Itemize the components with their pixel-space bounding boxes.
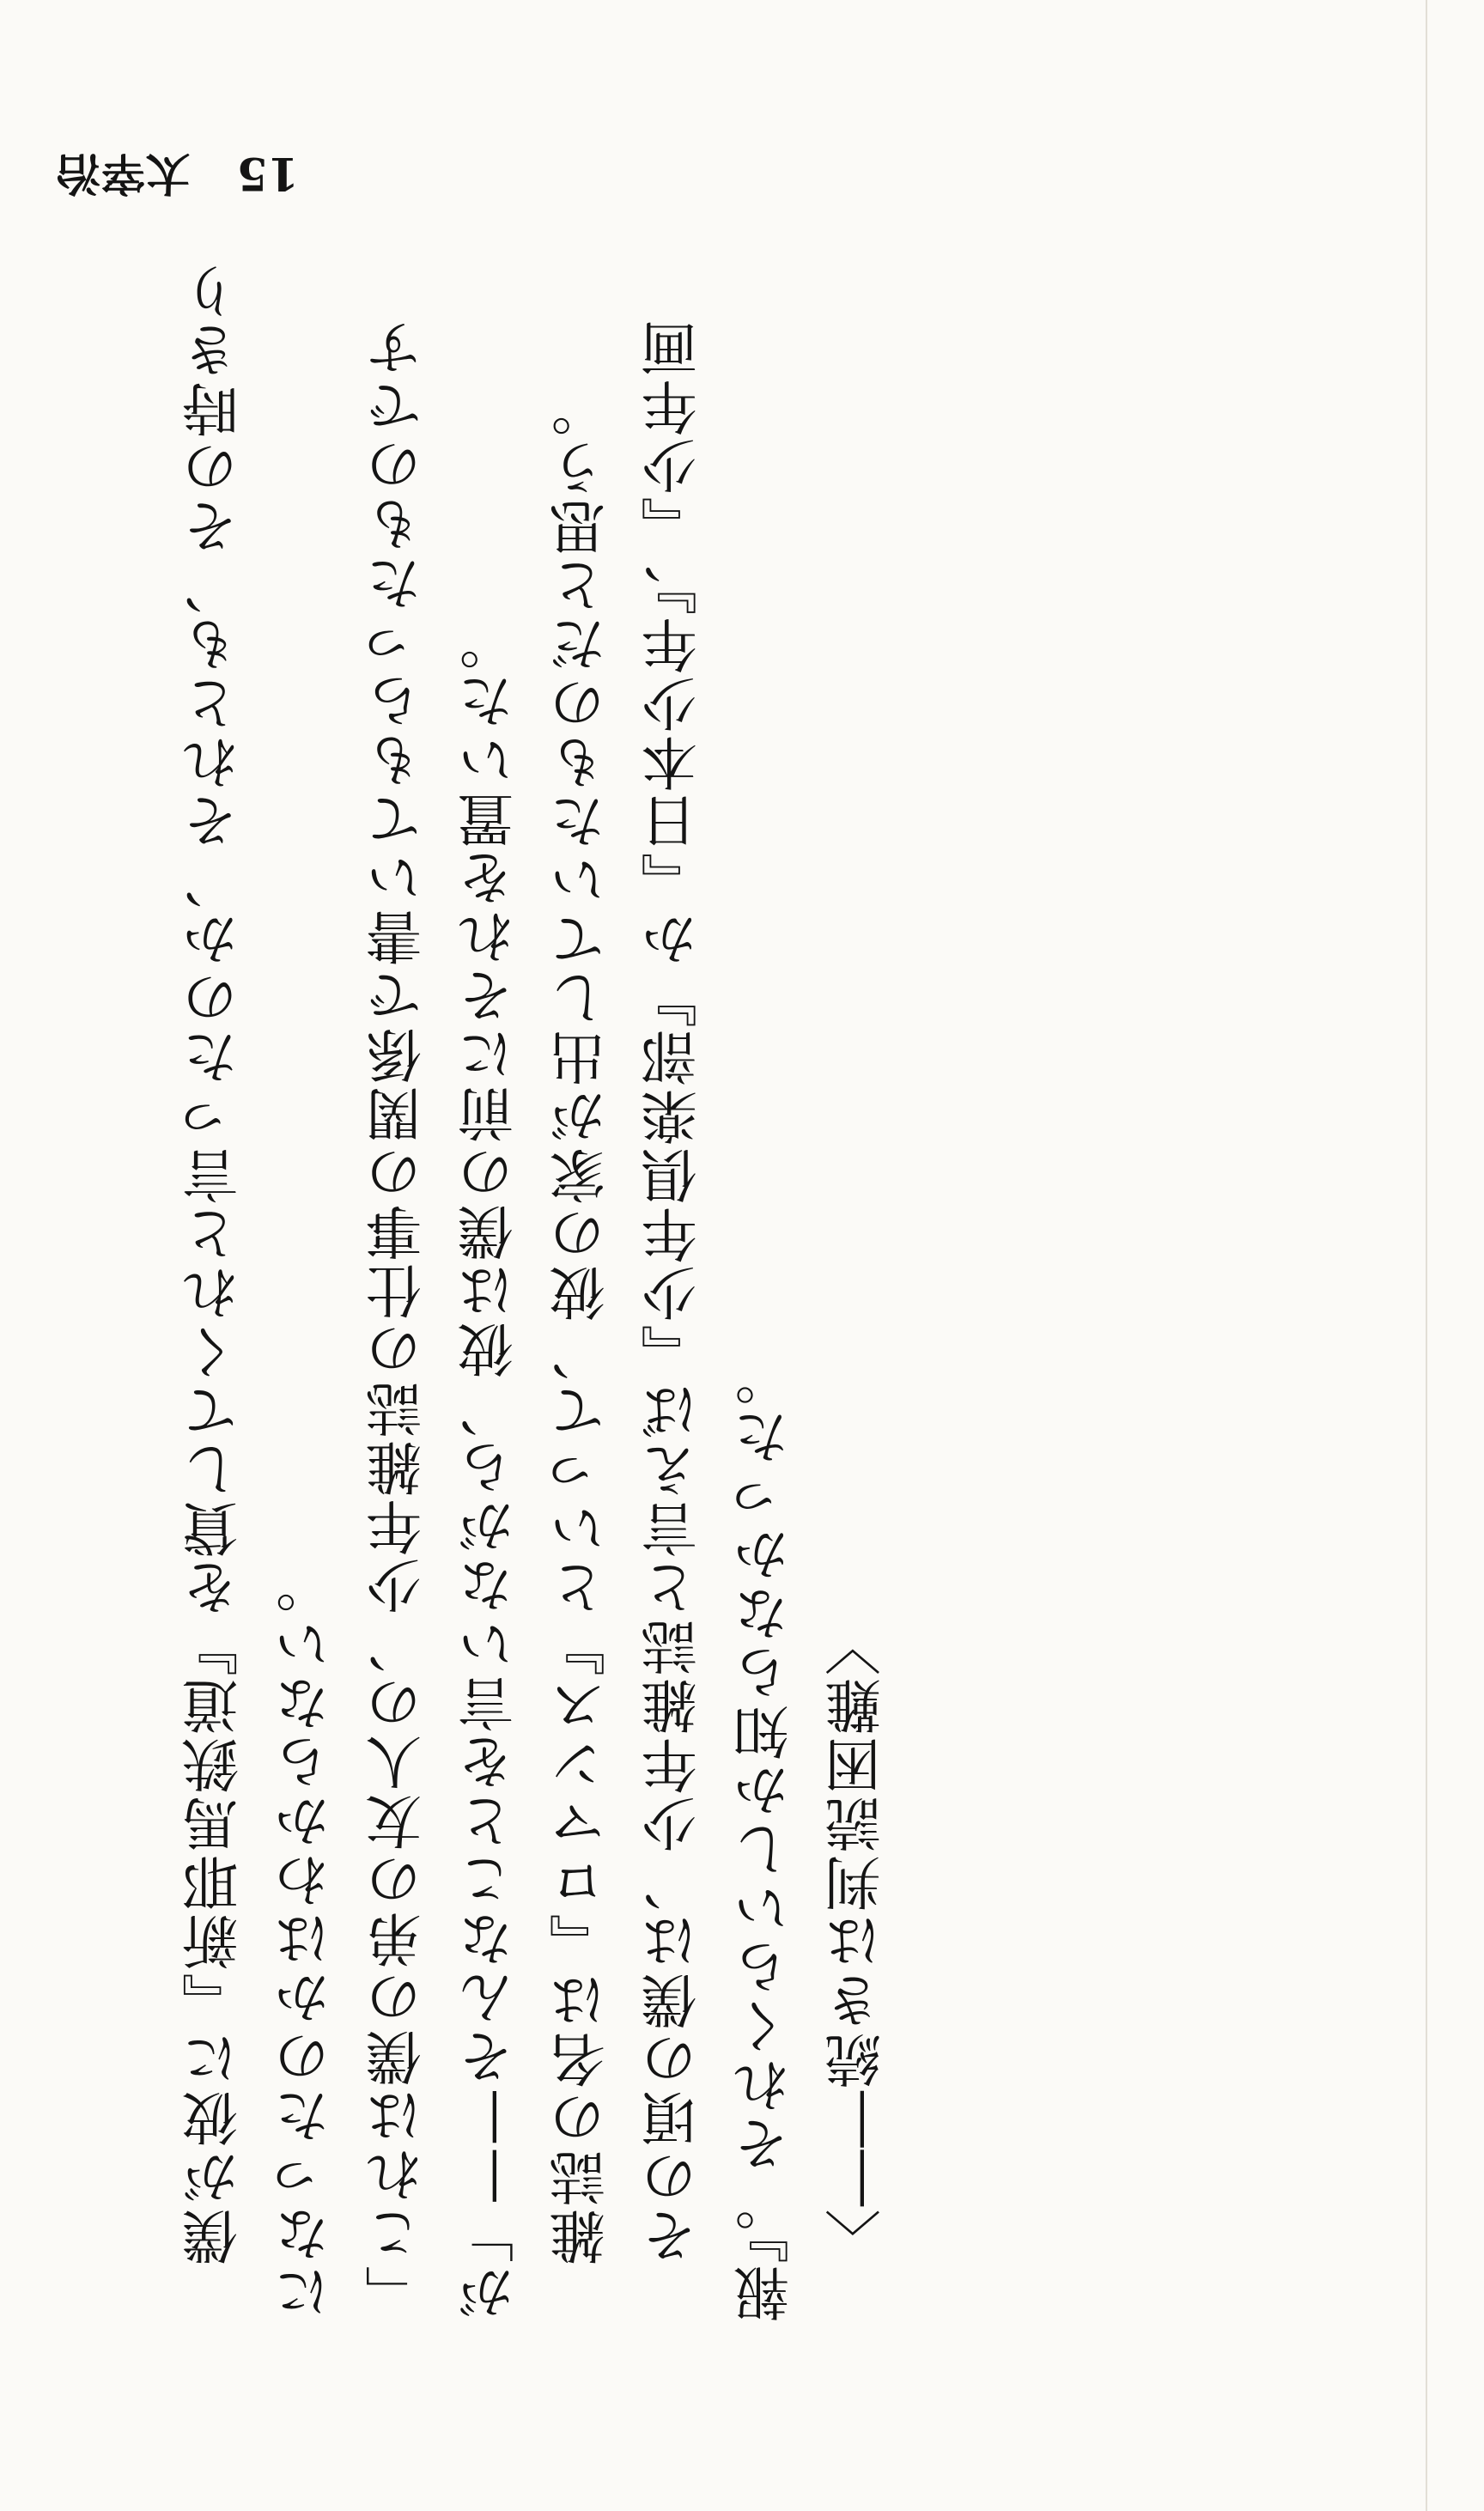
chapter-title: 太宰治 <box>56 147 191 199</box>
paragraph: その頃の僕は、少年雑誌と言えば『少年倶楽部』か『日本少年』、『少年画報』。それくらいしか知らなかった。 <box>641 318 800 2322</box>
paragraph: 「これは僕の弟の友人の、少年雑誌の仕事の関係で書いてもらったものですが」——そんなことを言いながら、彼は僕の前にそれを置いた。 <box>365 318 524 2322</box>
running-header <box>57 145 300 210</box>
page-number: 15 <box>236 147 299 199</box>
vertical-body-text <box>170 261 1355 2322</box>
paragraph: 〈――続きは判読困難〉 <box>824 1616 891 2265</box>
paragraph: 僕が彼に『新耶馬鉄道』を貸してくれと言ったのか、それとも、その時きりになったのかはわからない。 <box>182 261 340 2322</box>
paragraph: 雑誌の名は『ロマンス』といって、彼の家が出していたものだと思う。 <box>549 379 616 2265</box>
